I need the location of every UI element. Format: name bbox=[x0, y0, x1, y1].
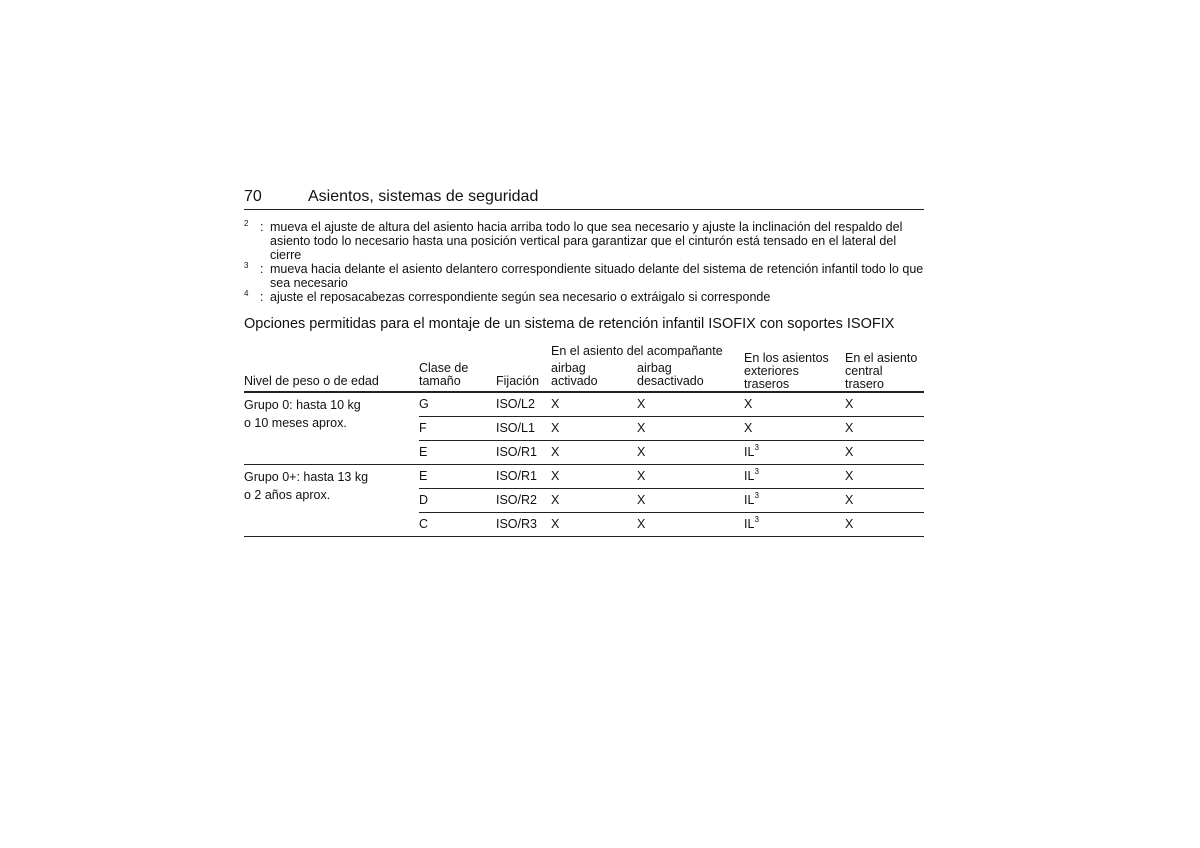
outer-rear-cell: $IL^3$ bbox=[744, 489, 845, 513]
footnote-text: mueva el ajuste de altura del asiento hacia arriba todo lo que sea necesario y ajuste la inclinación del respaldo del asiento todo lo necesario hasta una posición vertical para garantizar que el cinturón está tensado en el lateral del cierre bbox=[270, 220, 903, 262]
footnotes bbox=[244, 220, 924, 304]
outer-rear-cell: X bbox=[744, 417, 845, 441]
size-class-cell: C bbox=[419, 513, 496, 537]
weight-group-cell bbox=[244, 392, 419, 465]
airbag-on-cell: X bbox=[551, 465, 637, 489]
passenger-seat-group-header: En el asiento del acompañante bbox=[551, 344, 723, 358]
fixation-cell: ISO/R1 bbox=[496, 441, 551, 465]
airbag-off-cell: X bbox=[637, 417, 744, 441]
footnote bbox=[244, 220, 924, 262]
airbag-off-cell: X bbox=[637, 465, 744, 489]
footnote-colon: : bbox=[260, 290, 264, 304]
center-rear-cell: X bbox=[845, 513, 924, 537]
fixation-cell: ISO/R2 bbox=[496, 489, 551, 513]
footnote-text: mueva hacia delante el asiento delantero correspondiente situado delante del sistema de retención infantil todo lo que sea necesario bbox=[270, 262, 924, 290]
outer-rear-seats-header: En los asientos exteriores traseros bbox=[744, 351, 829, 391]
center-rear-seat-header: En el asiento central trasero bbox=[845, 351, 918, 391]
size-class-cell: E bbox=[419, 465, 496, 489]
size-class-cell: G bbox=[419, 392, 496, 417]
airbag-on-cell: X bbox=[551, 513, 637, 537]
page-header bbox=[244, 187, 924, 210]
size-class-cell: F bbox=[419, 417, 496, 441]
airbag-off-cell: X bbox=[637, 513, 744, 537]
size-class-cell: D bbox=[419, 489, 496, 513]
center-rear-cell: X bbox=[845, 441, 924, 465]
page-number: 70 bbox=[244, 188, 262, 205]
footnote bbox=[244, 290, 924, 304]
airbag-off-header: airbag desactivado bbox=[637, 361, 704, 388]
airbag-on-cell: X bbox=[551, 441, 637, 465]
table-header-row bbox=[244, 345, 924, 362]
outer-rear-cell: $IL^3$ bbox=[744, 441, 845, 465]
footnote-text: ajuste el reposacabezas correspondiente según sea necesario o extráigalo si corresponde bbox=[270, 290, 771, 304]
weight-group-label: Grupo 0: hasta 10 kg bbox=[244, 398, 361, 412]
weight-group-age: o 10 meses aprox. bbox=[244, 416, 347, 430]
fixation-cell: ISO/R3 bbox=[496, 513, 551, 537]
weight-level-header: Nivel de peso o de edad bbox=[244, 374, 379, 388]
center-rear-cell: X bbox=[845, 465, 924, 489]
fixation-cell: ISO/L2 bbox=[496, 392, 551, 417]
airbag-on-header: airbag activado bbox=[551, 361, 598, 388]
airbag-on-cell: X bbox=[551, 489, 637, 513]
manual-page bbox=[244, 187, 924, 537]
weight-group-label: Grupo 0+: hasta 13 kg bbox=[244, 470, 369, 484]
isofix-table bbox=[244, 345, 924, 537]
fixation-cell: ISO/L1 bbox=[496, 417, 551, 441]
weight-group-cell bbox=[244, 465, 419, 537]
airbag-off-cell: X bbox=[637, 489, 744, 513]
size-class-header: Clase de tamaño bbox=[419, 361, 469, 388]
table-row bbox=[244, 392, 924, 417]
footnote-mark: 3 bbox=[244, 261, 249, 270]
airbag-off-cell: X bbox=[637, 441, 744, 465]
fixation-header: Fijación bbox=[496, 374, 540, 388]
airbag-off-cell: X bbox=[637, 392, 744, 417]
center-rear-cell: X bbox=[845, 417, 924, 441]
airbag-on-cell: X bbox=[551, 392, 637, 417]
footnote-colon: : bbox=[260, 262, 264, 276]
footnote bbox=[244, 262, 924, 290]
weight-group-age: o 2 años aprox. bbox=[244, 488, 331, 502]
section-title: Opciones permitidas para el montaje de un sistema de retención infantil ISOFIX con soportes ISOFIX bbox=[244, 316, 895, 332]
outer-rear-cell: $IL^3$ bbox=[744, 465, 845, 489]
footnote-mark: 4 bbox=[244, 289, 249, 298]
center-rear-cell: X bbox=[845, 489, 924, 513]
table-row bbox=[244, 465, 924, 489]
airbag-on-cell: X bbox=[551, 417, 637, 441]
outer-rear-cell: $IL^3$ bbox=[744, 513, 845, 537]
footnote-colon: : bbox=[260, 220, 264, 234]
center-rear-cell: X bbox=[845, 392, 924, 417]
fixation-cell: ISO/R1 bbox=[496, 465, 551, 489]
outer-rear-cell: X bbox=[744, 392, 845, 417]
footnote-mark: 2 bbox=[244, 219, 249, 228]
chapter-title: Asientos, sistemas de seguridad bbox=[308, 188, 539, 205]
size-class-cell: E bbox=[419, 441, 496, 465]
